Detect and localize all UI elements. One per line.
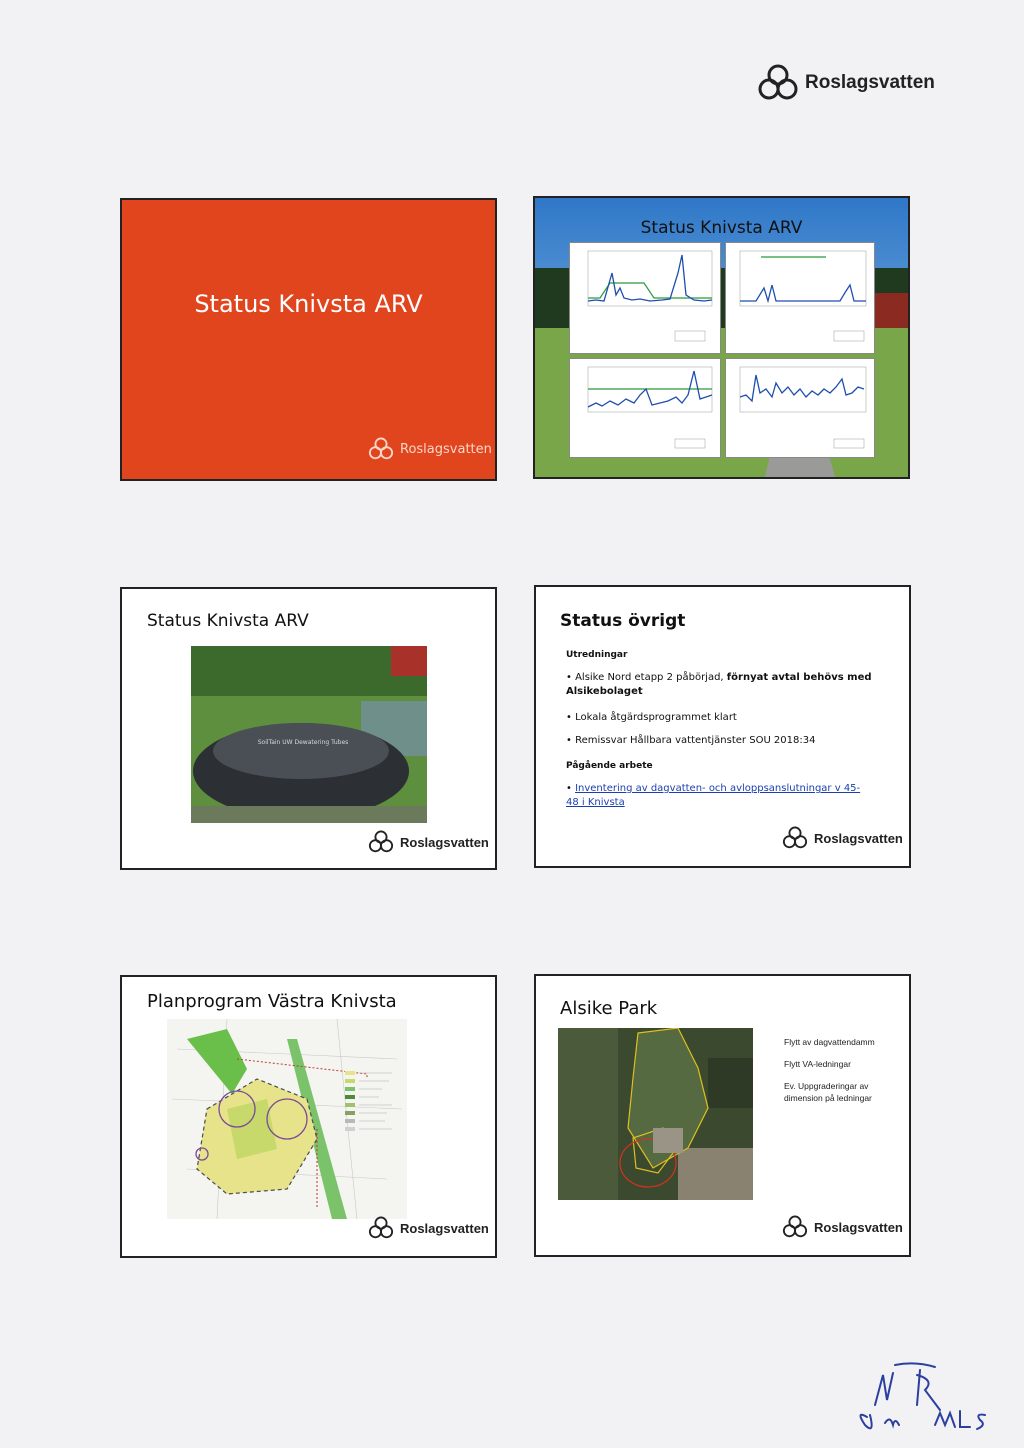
- chart-bottom-right: [725, 358, 875, 458]
- slide-5: [120, 975, 497, 1258]
- note-3: Ev. Uppgraderingar av dimension på ledningar: [784, 1081, 872, 1103]
- bullet-2-text: Lokala åtgärdsprogrammet klart: [575, 712, 737, 723]
- slide-4-title: Status övrigt: [560, 611, 686, 631]
- slide-6-brand: Roslagsvatten: [814, 1219, 903, 1235]
- roslagsvatten-logo-icon: [782, 1214, 808, 1240]
- slide-4-bullet-3: • Remissvar Hållbara vattentjänster SOU 2018:34: [566, 735, 816, 746]
- slide-5-logo: [368, 1215, 489, 1241]
- slide-6-logo: [782, 1214, 903, 1240]
- slide-2: [533, 196, 910, 479]
- chart-bottom-right-plot: [726, 359, 874, 457]
- slide-3-brand: Roslagsvatten: [400, 834, 489, 850]
- bullet-3-text: Remissvar Hållbara vattentjänster SOU 2018:34: [575, 735, 816, 746]
- slide-6-title: Alsike Park: [560, 998, 658, 1019]
- bullet-1-bold-text: förnyat avtal behövs med Alsikebolaget: [566, 672, 872, 697]
- planprogram-map: [167, 1019, 407, 1219]
- note-1: Flytt av dagvattendamm: [784, 1037, 875, 1047]
- roslagsvatten-logo-icon: [757, 62, 799, 104]
- chart-top-right: [725, 242, 875, 354]
- slide-4: [534, 585, 911, 868]
- chart-top-left: [569, 242, 721, 354]
- slide-3-title: Status Knivsta ARV: [147, 611, 309, 631]
- slide-4-brand: Roslagsvatten: [814, 830, 903, 846]
- slide-4-bullet-4: • Inventering av dagvatten- och avloppsanslutningar v 45-48 i Knivsta: [566, 783, 861, 808]
- geotube-photo: [191, 646, 427, 823]
- header-brand-name: Roslagsvatten: [805, 72, 935, 93]
- slide-4-logo: [782, 825, 903, 851]
- slide-1: [120, 198, 497, 481]
- slide-5-brand: Roslagsvatten: [400, 1220, 489, 1236]
- roslagsvatten-logo-icon: [368, 829, 394, 855]
- roslagsvatten-logo-icon: [782, 825, 808, 851]
- header-logo: [757, 62, 935, 104]
- slide-3-logo: [368, 829, 489, 855]
- slide-6: [534, 974, 911, 1257]
- slide-5-title: Planprogram Västra Knivsta: [147, 991, 397, 1012]
- slide-4-heading-pagaende: Pågående arbete: [566, 761, 653, 771]
- geotube-label: SoilTain UW Dewatering Tubes: [257, 739, 349, 746]
- chart-bottom-left: [569, 358, 721, 458]
- slide-3: [120, 587, 497, 870]
- aerial-map: [558, 1028, 753, 1200]
- slide-1-logo: [368, 436, 492, 462]
- inventering-link[interactable]: Inventering av dagvatten- och avloppsanslutningar v 45-48 i Knivsta: [566, 783, 861, 808]
- chart-top-left-plot: [570, 243, 720, 353]
- slide-4-heading-utredningar: Utredningar: [566, 650, 628, 660]
- bullet-1-text: Alsike Nord etapp 2 påbörjad,: [575, 672, 727, 683]
- slide-1-title: Status Knivsta ARV: [194, 290, 423, 318]
- handwritten-signature: [845, 1355, 1005, 1435]
- note-2: Flytt VA-ledningar: [784, 1059, 851, 1069]
- roslagsvatten-logo-icon: [368, 1215, 394, 1241]
- slide-1-brand: Roslagsvatten: [400, 441, 492, 457]
- chart-top-right-plot: [726, 243, 874, 353]
- roslagsvatten-logo-icon: [368, 436, 394, 462]
- chart-bottom-left-plot: [570, 359, 720, 457]
- slide-4-bullet-2: • Lokala åtgärdsprogrammet klart: [566, 712, 737, 723]
- slide-4-bullet-1: • Alsike Nord etapp 2 påbörjad, förnyat avtal behövs med Alsikebolaget: [566, 672, 872, 697]
- slide-2-title: Status Knivsta ARV: [640, 218, 803, 238]
- alsike-notes: [784, 1036, 904, 1104]
